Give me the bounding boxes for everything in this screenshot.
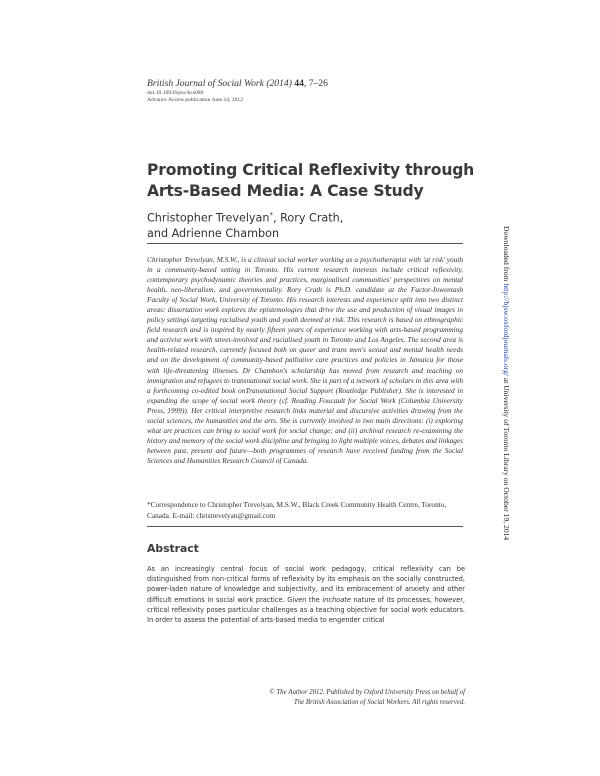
author-names-rest: , Rory Crath,	[273, 211, 344, 225]
abstract-text-end: nature of its processes, however, critical reflexivity poses particular challenges as a teaching objective for social work educators. In order to assess the potential of arts-based media to engender critical	[147, 595, 466, 625]
copyright-notice	[237, 688, 465, 708]
author-biographies: Christopher Trevelyan, M.S.W., is a clinical social worker working as a psychotherapist with 'at risk' youth in a community-based setting in Toronto. His current research interests include critical reflexivity, contemporary psychodynamic theories and practices, marginalised communities' perspectives on mental health, neo-liberalism, and governmentality. Rory Crath is Ph.D. candidate at the Factor-Inwentash Faculty of Social Work, University of Toronto. His research interests and experience split into two distinct areas: dissertation work explores the epistemologies that drive the use and production of visual images in policy settings targeting racialised youth and youth deemed at risk. This research is based on ethnographic field research and is inspired by nearly fifteen years of experience working with arts-based programming and activist work with street-involved and racialised youth in Toronto and Los Angeles. The second area is health-related research, currently focused both on queer and trans men's sexual and mental health needs and on the development of community-based palliative care practices and policies in Jamaica for those with life-threatening illnesses. Dr Chambon's scholarship has moved from research and teaching on immigration and refugees to transnational social work. She is part of a network of scholars in this area with a forthcoming co-edited book onTransnational Social Support (Routledge Publisher). She is interested in expanding the scope of social work theory (cf. Reading Foucault for Social Work (Columbia University Press, 1999)). Her critical interpretive research links material and discursive activities drawing from the social sciences, the humanities and the arts. She is currently involved in two main directions: (i) exploring what art practices can bring to social work for social change; and (ii) archival research re-examining the history and memory of the social work discipline and bringing to light multiple voices, debates and linkages between past, present and future—both programmes of research have received funding from the Social Sciences and Humanities Research Council of Canada.	[147, 255, 463, 465]
author-name-primary: Christopher Trevelyan	[147, 211, 270, 225]
doi-line: doi:10.1093/bjsw/bcs080	[147, 90, 204, 96]
copyright-line-1: © The Author 2012. Published by Oxford University Press on behalf of	[269, 689, 465, 696]
correspondence-marker: *	[269, 211, 274, 219]
abstract-emphasis: inchoate	[322, 595, 351, 604]
abstract-text-start: As an increasingly central focus of social work pedagogy, critical reflexivity can be distinguished from non-critical forms of reflexivity by its emphasis on the socially constructed, power-laden nature of knowledge and subjectivity, and its embracement of anxiety and other difficult emotions in social work practice. Given the	[147, 565, 465, 604]
download-watermark	[501, 226, 511, 540]
copyright-line-2: The British Association of Social Workers. All rights reserved.	[293, 699, 465, 706]
author-line-1	[147, 208, 477, 226]
advance-access-line: Advance Access publication June 24, 2012	[147, 97, 244, 103]
article-title: Promoting Critical Reflexivity through Arts-Based Media: A Case Study	[147, 161, 475, 200]
correspondence-note: *Correspondence to Christopher Trevelyan, M.S.W., Black Creek Community Health Centre, Toronto, Canada. E-mail: christrevelyan@gmail.com	[147, 500, 447, 520]
download-url-link[interactable]: http://bjsw.oxfordjournals.org/	[502, 283, 511, 376]
journal-pages: , 7–26	[303, 78, 328, 89]
divider-bottom	[147, 526, 463, 527]
abstract-text	[147, 564, 465, 625]
journal-year: (2014)	[266, 78, 292, 89]
download-suffix: at University of Toronto Library on October 19, 2014	[502, 375, 511, 541]
journal-citation	[147, 78, 328, 89]
author-line-2: and Adrienne Chambon	[147, 226, 280, 240]
author-list	[147, 208, 477, 241]
journal-volume: 44	[294, 78, 304, 89]
download-prefix: Downloaded from	[502, 226, 511, 284]
abstract-heading: Abstract	[147, 542, 199, 555]
journal-name: British Journal of Social Work	[147, 78, 264, 89]
divider-top	[147, 243, 463, 244]
